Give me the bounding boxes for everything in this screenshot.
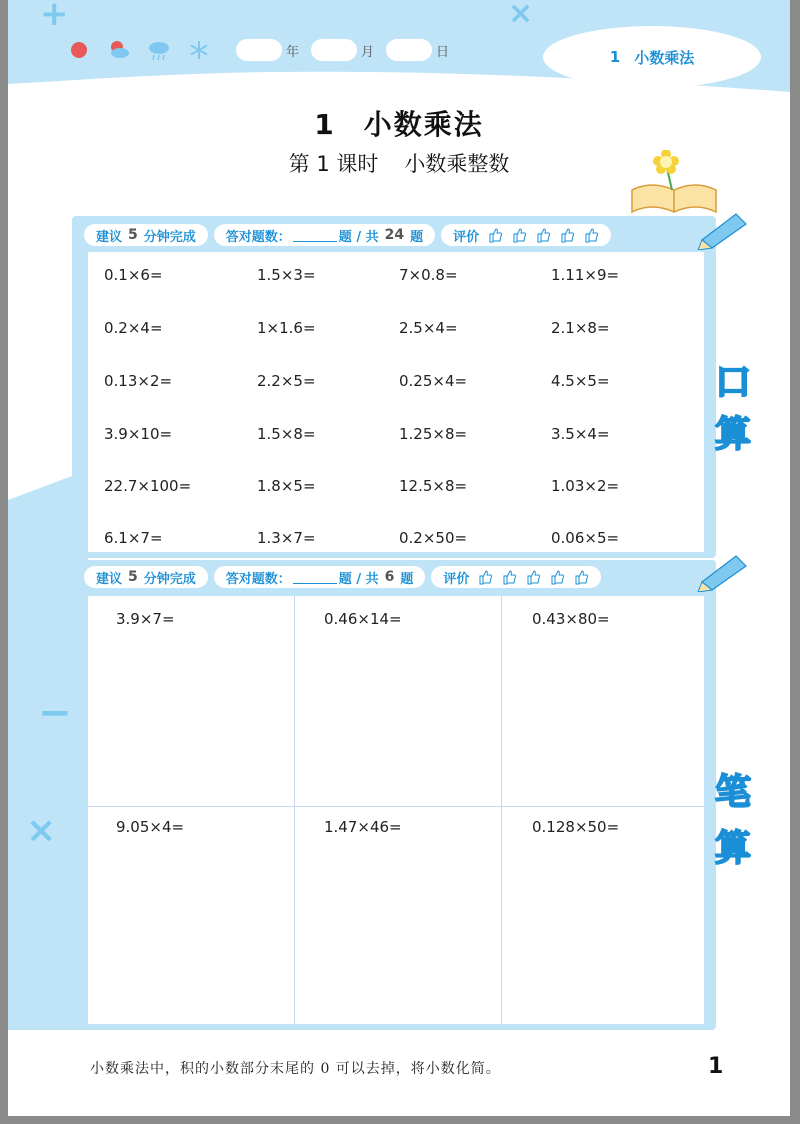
year-label: 年: [286, 44, 300, 60]
oral-question: 1.5×8=: [257, 425, 316, 443]
oral-question: 7×0.8=: [399, 266, 458, 284]
oral-question: 0.13×2=: [104, 372, 173, 390]
chapter-number: 1: [609, 48, 621, 66]
sun-cloud-icon: [108, 39, 130, 61]
thumbs-up-icon[interactable]: [573, 569, 589, 585]
title-text: 小数乘法: [363, 108, 484, 141]
rating: [441, 224, 611, 246]
oral-question: 1×1.6=: [257, 319, 316, 337]
oral-question: 2.5×4=: [399, 319, 458, 337]
page-number: 1: [708, 1054, 724, 1079]
oral-info-bar: [84, 224, 617, 246]
oral-question: 6.1×7=: [104, 529, 163, 547]
page: [8, 0, 790, 1116]
date-row: [68, 36, 453, 64]
oral-answer-area: [88, 252, 704, 552]
correct-middle: 题 / 共: [338, 571, 379, 587]
suggested-time: [84, 566, 208, 588]
suggest-minutes: 5: [128, 227, 138, 243]
thumbs-up-icon[interactable]: [501, 569, 517, 585]
oral-question: 2.1×8=: [551, 319, 610, 337]
total-count: 24: [384, 227, 405, 243]
plus-decor-icon: +: [40, 0, 69, 34]
written-side-label: 笔: [714, 771, 751, 813]
oral-question: 1.5×3=: [257, 266, 316, 284]
oral-question: 0.2×4=: [104, 319, 163, 337]
thumbs-up-icon[interactable]: [559, 227, 575, 243]
thumbs-up-icon[interactable]: [487, 227, 503, 243]
written-question: 0.43×80=: [532, 610, 610, 628]
oral-question: 22.7×100=: [104, 477, 192, 495]
written-answer-area: [88, 596, 704, 1024]
oral-question: 0.1×6=: [104, 266, 163, 284]
written-question: 9.05×4=: [116, 818, 185, 836]
correct-count: [214, 566, 426, 588]
oral-side-label: 算: [714, 413, 751, 455]
correct-suffix: 题: [400, 571, 414, 587]
grid-divider: [88, 806, 704, 807]
written-question: 0.46×14=: [324, 610, 402, 628]
day-label: 日: [436, 44, 450, 60]
oral-question: 1.03×2=: [551, 477, 620, 495]
oral-question: 0.06×5=: [551, 529, 620, 547]
book-flower-icon: [628, 150, 720, 216]
sun-icon: [68, 39, 90, 61]
thumbs-up-icon[interactable]: [477, 569, 493, 585]
oral-question: 2.2×5=: [257, 372, 316, 390]
oral-question: 4.5×5=: [551, 372, 610, 390]
oral-question: 1.25×8=: [399, 425, 468, 443]
oral-question: 1.8×5=: [257, 477, 316, 495]
month-label: 月: [361, 44, 375, 60]
grid-divider: [501, 596, 502, 1024]
correct-count: [214, 224, 435, 246]
pencil-icon: [696, 210, 750, 250]
month-field[interactable]: [311, 39, 357, 61]
chapter-badge: [543, 26, 761, 88]
written-info-bar: [84, 566, 607, 588]
rating: [431, 566, 601, 588]
written-question: 0.128×50=: [532, 818, 620, 836]
oral-question: 1.11×9=: [551, 266, 620, 284]
oral-question: 1.3×7=: [257, 529, 316, 547]
oral-question: 0.2×50=: [399, 529, 468, 547]
page-title: [8, 103, 790, 143]
times-decor-icon: ×: [26, 810, 57, 851]
grid-divider: [294, 596, 295, 1024]
lesson-topic: 小数乘整数: [404, 152, 510, 176]
correct-middle: 题 / 共: [338, 229, 379, 245]
times-decor-icon: ×: [508, 0, 534, 31]
correct-blank[interactable]: [293, 571, 337, 584]
thumbs-up-icon[interactable]: [525, 569, 541, 585]
suggest-minutes: 5: [128, 569, 138, 585]
pencil-icon: [696, 552, 750, 592]
minus-decor-icon: −: [38, 690, 72, 736]
oral-question: 3.9×10=: [104, 425, 173, 443]
chapter-title: 小数乘法: [634, 48, 695, 67]
correct-label: 答对题数：: [225, 229, 291, 245]
snowflake-icon: [188, 39, 210, 61]
rain-cloud-icon: [148, 39, 170, 61]
thumbs-up-icon[interactable]: [535, 227, 551, 243]
total-count: 6: [384, 569, 395, 585]
suggest-label: 建议: [96, 229, 123, 245]
thumbs-up-icon[interactable]: [511, 227, 527, 243]
year-field[interactable]: [236, 39, 282, 61]
thumbs-up-icon[interactable]: [583, 227, 599, 243]
tip-note: 小数乘法中，积的小数部分末尾的 0 可以去掉，将小数化简。: [90, 1061, 501, 1077]
suggest-suffix: 分钟完成: [143, 229, 196, 245]
correct-label: 答对题数：: [225, 571, 291, 587]
suggest-suffix: 分钟完成: [143, 571, 196, 587]
lesson-number: 第 1 课时: [288, 152, 379, 176]
oral-question: 0.25×4=: [399, 372, 468, 390]
day-field[interactable]: [386, 39, 432, 61]
written-question: 3.9×7=: [116, 610, 175, 628]
correct-suffix: 题: [410, 229, 424, 245]
rating-label: 评价: [443, 571, 470, 587]
oral-question: 12.5×8=: [399, 477, 468, 495]
written-side-label: 算: [714, 827, 751, 869]
thumbs-up-icon[interactable]: [549, 569, 565, 585]
suggested-time: [84, 224, 208, 246]
oral-question: 3.5×4=: [551, 425, 610, 443]
written-question: 1.47×46=: [324, 818, 402, 836]
rating-label: 评价: [453, 229, 480, 245]
correct-blank[interactable]: [293, 229, 337, 242]
suggest-label: 建议: [96, 571, 123, 587]
title-number: 1: [314, 108, 336, 141]
oral-side-label: 口: [714, 361, 751, 403]
